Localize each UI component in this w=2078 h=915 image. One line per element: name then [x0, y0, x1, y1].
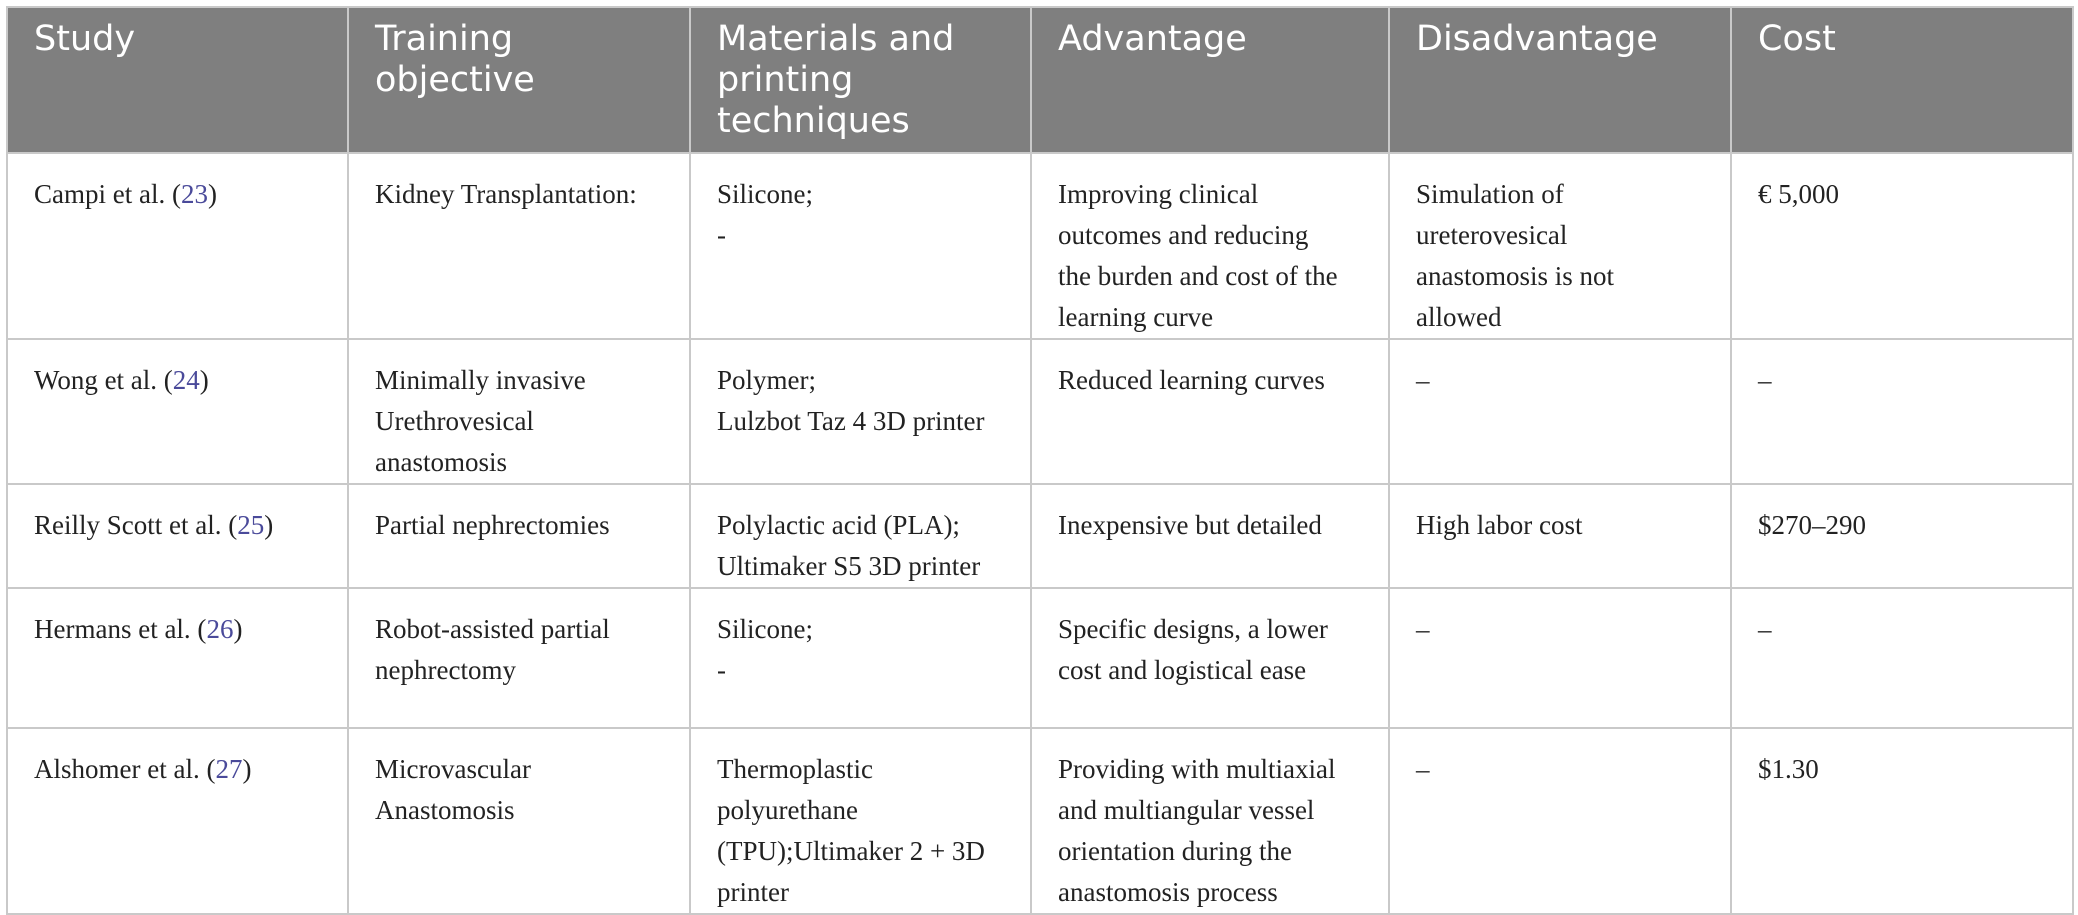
cell-cost: –: [1731, 588, 2073, 728]
cell-study: [7, 339, 348, 484]
header-study: Study: [7, 7, 348, 153]
cell-disadvantage: Simulation of ureterovesical anastomosis is not allowed: [1389, 153, 1731, 339]
cell-objective: Microvascular Anastomosis: [348, 728, 690, 914]
cell-advantage: Improving clinical outcomes and reducing the burden and cost of the learning curve: [1031, 153, 1389, 339]
reference-link[interactable]: 27: [215, 754, 243, 784]
cell-objective: Minimally invasive Urethrovesical anastomosis: [348, 339, 690, 484]
cell-cost: –: [1731, 339, 2073, 484]
cell-study: [7, 728, 348, 914]
table-header: [7, 7, 2073, 153]
cell-study: [7, 484, 348, 588]
cell-advantage: Reduced learning curves: [1031, 339, 1389, 484]
cell-objective: Partial nephrectomies: [348, 484, 690, 588]
cell-cost: $270–290: [1731, 484, 2073, 588]
cell-disadvantage: –: [1389, 339, 1731, 484]
cell-materials: Polymer; Lulzbot Taz 4 3D printer: [690, 339, 1031, 484]
study-name: Alshomer et al. (: [34, 754, 216, 784]
study-paren: ): [264, 510, 274, 540]
header-advantage: Advantage: [1031, 7, 1389, 153]
header-row: [7, 7, 2073, 153]
table-row: [7, 728, 2073, 914]
header-disadvantage: Disadvantage: [1389, 7, 1731, 153]
study-name: Campi et al. (: [34, 179, 181, 209]
study-paren: ): [207, 179, 217, 209]
cell-advantage: Specific designs, a lower cost and logistical ease: [1031, 588, 1389, 728]
cell-study: [7, 153, 348, 339]
table-row: [7, 588, 2073, 728]
table-row: [7, 153, 2073, 339]
cell-materials: Polylactic acid (PLA); Ultimaker S5 3D printer: [690, 484, 1031, 588]
header-materials: Materials and printing techniques: [690, 7, 1031, 153]
cell-disadvantage: –: [1389, 588, 1731, 728]
reference-link[interactable]: 25: [237, 510, 265, 540]
cell-cost: € 5,000: [1731, 153, 2073, 339]
reference-link[interactable]: 26: [206, 614, 234, 644]
cell-study: [7, 588, 348, 728]
header-training-objective: Training objective: [348, 7, 690, 153]
study-paren: ): [199, 365, 209, 395]
reference-link[interactable]: 23: [180, 179, 208, 209]
study-paren: ): [233, 614, 243, 644]
study-paren: ): [242, 754, 252, 784]
study-name: Reilly Scott et al. (: [34, 510, 238, 540]
table-body: [7, 153, 2073, 914]
comparison-table: [6, 6, 2074, 915]
header-cost: Cost: [1731, 7, 2073, 153]
cell-objective: Kidney Transplantation:: [348, 153, 690, 339]
cell-materials: Thermoplastic polyurethane (TPU);Ultimaker 2 + 3D printer: [690, 728, 1031, 914]
table-row: [7, 484, 2073, 588]
cell-objective: Robot-assisted partial nephrectomy: [348, 588, 690, 728]
table-row: [7, 339, 2073, 484]
study-name: Wong et al. (: [34, 365, 173, 395]
cell-materials: Silicone; -: [690, 588, 1031, 728]
cell-advantage: Inexpensive but detailed: [1031, 484, 1389, 588]
cell-advantage: Providing with multiaxial and multiangular vessel orientation during the anastomosis process: [1031, 728, 1389, 914]
cell-disadvantage: –: [1389, 728, 1731, 914]
cell-materials: Silicone; -: [690, 153, 1031, 339]
cell-disadvantage: High labor cost: [1389, 484, 1731, 588]
study-name: Hermans et al. (: [34, 614, 207, 644]
cell-cost: $1.30: [1731, 728, 2073, 914]
reference-link[interactable]: 24: [172, 365, 200, 395]
